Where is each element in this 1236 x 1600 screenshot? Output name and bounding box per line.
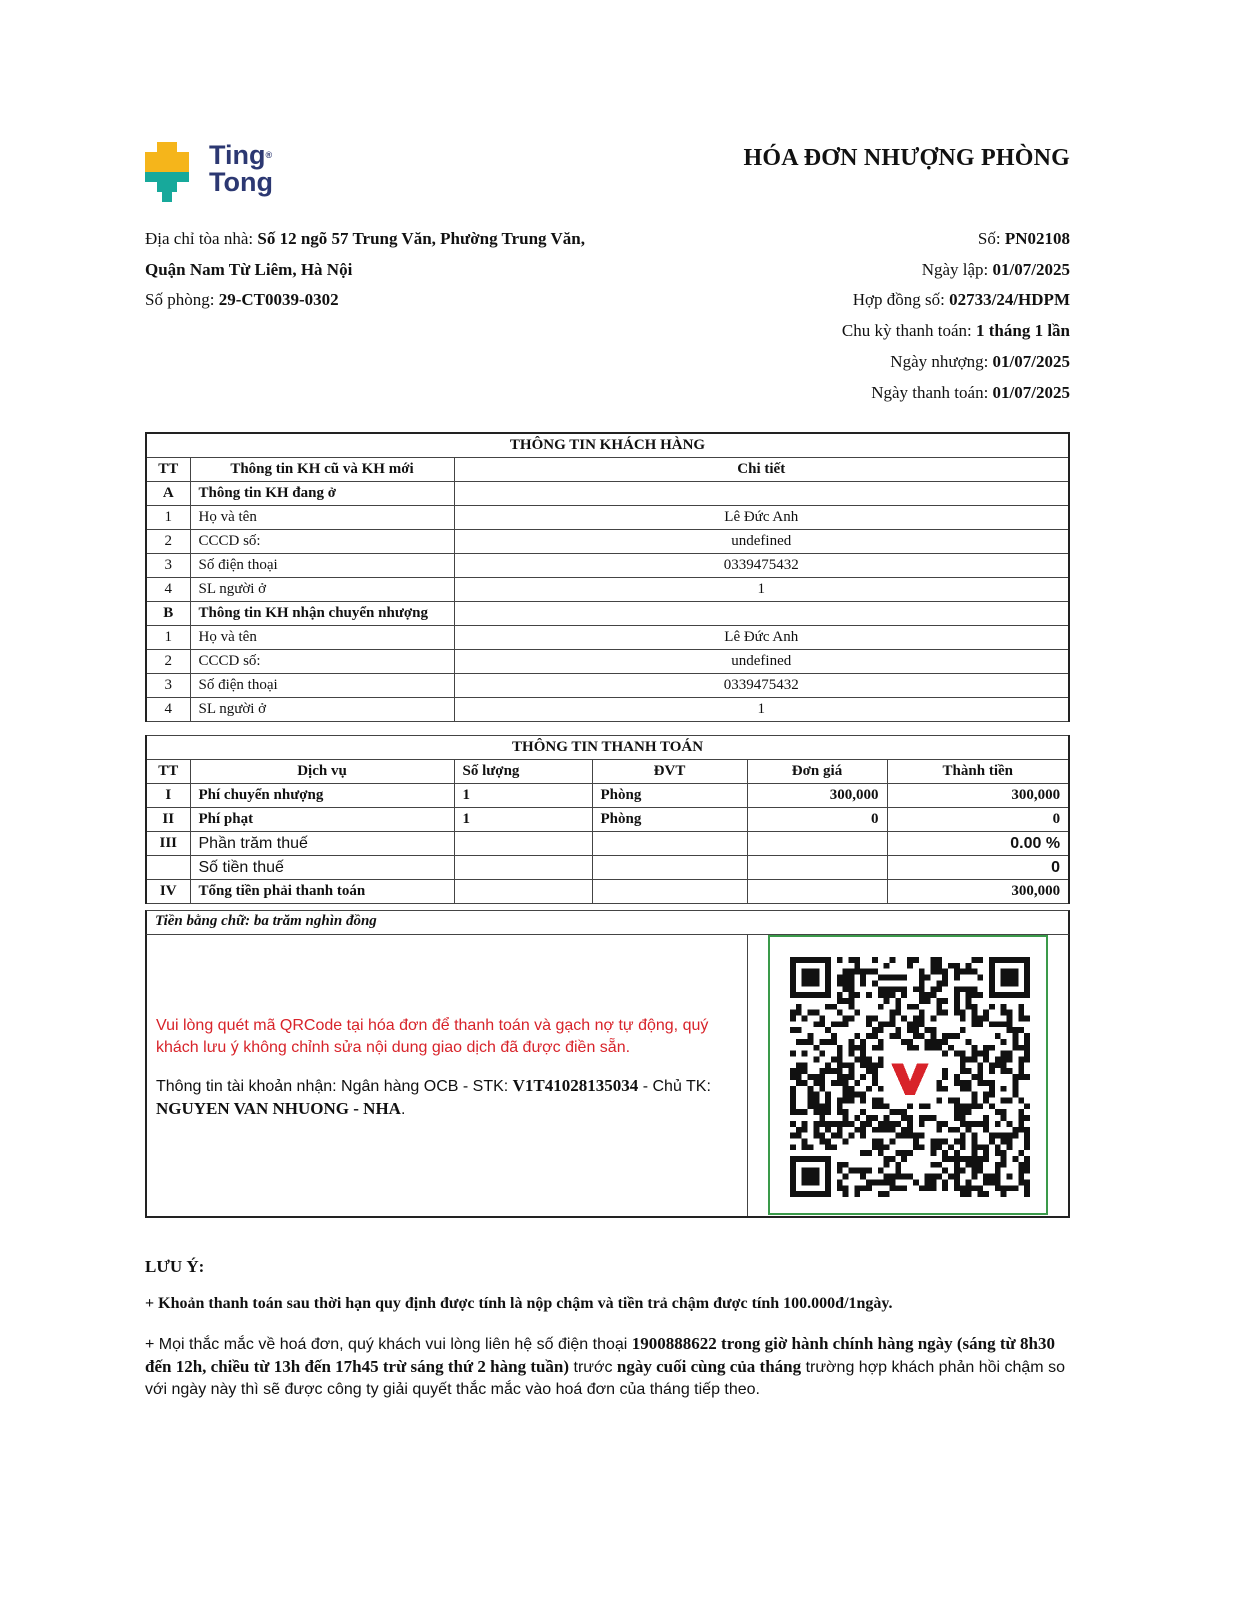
row-index: 2 — [146, 649, 190, 673]
row-index: 1 — [146, 625, 190, 649]
room-line — [145, 290, 339, 310]
account-mid: - Chủ TK: — [638, 1078, 711, 1095]
row-index: III — [146, 832, 190, 856]
section-divider — [747, 935, 748, 1216]
total-label: Tổng tiền phải thanh toán — [190, 880, 454, 904]
issue-date-line — [922, 260, 1070, 280]
account-suffix: . — [400, 1101, 406, 1118]
payment-info-table — [145, 735, 1070, 904]
payment-date-line — [871, 383, 1070, 403]
contact-note-part3: trước — [569, 1359, 617, 1376]
tax-amount-value: 0 — [887, 856, 1069, 880]
row-price: 0 — [747, 808, 887, 832]
empty-cell — [454, 880, 592, 904]
tax-percent-value: 0.00 % — [887, 832, 1069, 856]
group-empty — [454, 601, 1069, 625]
payment-qr-code — [768, 935, 1048, 1215]
account-holder: NGUYEN VAN NHUONG - NHA — [156, 1099, 401, 1118]
row-index: 3 — [146, 553, 190, 577]
address-line — [145, 229, 585, 249]
col-header-price: Đơn giá — [747, 760, 887, 784]
row-index: 4 — [146, 697, 190, 721]
row-value: undefined — [454, 529, 1069, 553]
table-row — [146, 529, 1069, 553]
total-value: 300,000 — [887, 880, 1069, 904]
transfer-date-line — [890, 352, 1070, 372]
tax-percent-label: Phần trăm thuế — [190, 832, 454, 856]
empty-cell — [747, 880, 887, 904]
issue-date-label: Ngày lập: — [921, 260, 993, 279]
contact-note-deadline: ngày cuối cùng của tháng — [616, 1357, 802, 1376]
contact-note-part1: + Mọi thắc mắc về hoá đơn, quý khách vui lòng liên hệ số điện thoại — [145, 1336, 632, 1353]
address-value-line1: Số 12 ngõ 57 Trung Văn, Phường Trung Văn, — [257, 229, 585, 248]
table-row — [146, 673, 1069, 697]
group-index: B — [146, 601, 190, 625]
invoice-number-value: PN02108 — [1004, 229, 1070, 248]
row-value: Lê Đức Anh — [454, 505, 1069, 529]
group-title: Thông tin KH nhận chuyển nhượng — [190, 601, 454, 625]
late-payment-note: + Khoản thanh toán sau thời hạn quy định được tính là nộp chậm và tiền trả chậm được tính 100.000đ/1ngày. — [145, 1295, 893, 1312]
row-unit: Phòng — [592, 808, 747, 832]
payment-date-label: Ngày thanh toán: — [871, 383, 993, 402]
room-value: 29-CT0039-0302 — [218, 290, 339, 309]
group-row — [146, 481, 1069, 505]
empty-cell — [747, 856, 887, 880]
row-amount: 300,000 — [887, 784, 1069, 808]
empty-cell — [146, 856, 190, 880]
row-index: 1 — [146, 505, 190, 529]
billing-cycle-line — [842, 321, 1070, 341]
table-row — [146, 784, 1069, 808]
row-service: Phí chuyển nhượng — [190, 784, 454, 808]
empty-cell — [592, 856, 747, 880]
row-value: undefined — [454, 649, 1069, 673]
row-value: Lê Đức Anh — [454, 625, 1069, 649]
group-title: Thông tin KH đang ở — [190, 481, 454, 505]
row-label: Họ và tên — [190, 505, 454, 529]
col-header-detail: Chi tiết — [454, 457, 1069, 481]
row-label: CCCD số: — [190, 649, 454, 673]
payment-date-value: 01/07/2025 — [992, 383, 1070, 402]
row-value: 0339475432 — [454, 673, 1069, 697]
row-qty: 1 — [454, 784, 592, 808]
row-label: SL người ở — [190, 577, 454, 601]
col-header-unit: ĐVT — [592, 760, 747, 784]
group-index: A — [146, 481, 190, 505]
logo-text-tong: Tong — [209, 167, 273, 197]
empty-cell — [454, 832, 592, 856]
contact-note-part5: trường hợp khách phản hồi chậm so với ngày này thì sẽ được công ty giải quyết thắc mắc vào hoá đơn của tháng tiếp theo. — [145, 1359, 1065, 1398]
tax-percent-row — [146, 832, 1069, 856]
empty-cell — [592, 880, 747, 904]
row-index: I — [146, 784, 190, 808]
row-label: Số điện thoại — [190, 553, 454, 577]
row-index: II — [146, 808, 190, 832]
row-index: IV — [146, 880, 190, 904]
billing-cycle-label: Chu kỳ thanh toán: — [841, 321, 976, 340]
group-row — [146, 601, 1069, 625]
table-row — [146, 577, 1069, 601]
address-label: Địa chỉ tòa nhà: — [145, 229, 258, 248]
table-row — [146, 553, 1069, 577]
qr-payment-note: Vui lòng quét mã QRCode tại hóa đơn để thanh toán và gạch nợ tự động, quý khách lưu ý không chỉnh sửa nội dung giao dịch đã được điền sẵn. — [156, 1017, 709, 1056]
col-header-index: TT — [146, 760, 190, 784]
row-value: 0339475432 — [454, 553, 1069, 577]
row-amount: 0 — [887, 808, 1069, 832]
empty-cell — [454, 856, 592, 880]
invoice-number-line — [978, 229, 1070, 249]
issue-date-value: 01/07/2025 — [992, 260, 1070, 279]
table-row — [146, 625, 1069, 649]
row-index: 2 — [146, 529, 190, 553]
row-value: 1 — [454, 697, 1069, 721]
payment-qr-section — [145, 935, 1070, 1218]
transfer-date-label: Ngày nhượng: — [890, 352, 993, 371]
col-header-service: Dịch vụ — [190, 760, 454, 784]
room-label: Số phòng: — [145, 290, 219, 309]
qr-code-icon — [790, 957, 1030, 1197]
invoice-number-label: Số: — [977, 229, 1005, 248]
row-label: Số điện thoại — [190, 673, 454, 697]
payment-section-title: THÔNG TIN THANH TOÁN — [146, 736, 1069, 760]
logo-registered: ® — [265, 150, 273, 160]
account-info — [156, 1075, 741, 1121]
contact-note — [145, 1333, 1075, 1401]
tax-amount-label: Số tiền thuế — [190, 856, 454, 880]
row-label: SL người ở — [190, 697, 454, 721]
col-header-info: Thông tin KH cũ và KH mới — [190, 457, 454, 481]
col-header-amount: Thành tiền — [887, 760, 1069, 784]
row-value: 1 — [454, 577, 1069, 601]
document-title: HÓA ĐƠN NHƯỢNG PHÒNG — [743, 145, 1070, 171]
billing-cycle-value: 1 tháng 1 lần — [976, 321, 1070, 340]
row-label: Họ và tên — [190, 625, 454, 649]
account-prefix: Thông tin tài khoản nhận: Ngân hàng OCB - STK: — [156, 1078, 513, 1095]
empty-cell — [747, 832, 887, 856]
contract-line — [853, 290, 1070, 310]
row-index: 4 — [146, 577, 190, 601]
tingtong-logo — [145, 142, 295, 204]
table-row — [146, 808, 1069, 832]
empty-cell — [592, 832, 747, 856]
logo-text-ting: Ting — [209, 140, 266, 170]
transfer-date-value: 01/07/2025 — [992, 352, 1070, 371]
row-index: 3 — [146, 673, 190, 697]
contract-label: Hợp đồng số: — [852, 290, 950, 309]
notes-title: LƯU Ý: — [145, 1257, 205, 1276]
row-unit: Phòng — [592, 784, 747, 808]
contract-value: 02733/24/HDPM — [949, 290, 1070, 309]
tax-amount-row — [146, 856, 1069, 880]
customer-section-title: THÔNG TIN KHÁCH HÀNG — [146, 433, 1069, 457]
row-service: Phí phạt — [190, 808, 454, 832]
table-row — [146, 697, 1069, 721]
total-row — [146, 880, 1069, 904]
col-header-index: TT — [146, 457, 190, 481]
group-empty — [454, 481, 1069, 505]
col-header-qty: Số lượng — [454, 760, 592, 784]
customer-info-table — [145, 432, 1070, 722]
table-row — [146, 505, 1069, 529]
row-label: CCCD số: — [190, 529, 454, 553]
amount-in-words: Tiền bằng chữ: ba trăm nghìn đồng — [145, 910, 1070, 935]
account-number: V1T41028135034 — [512, 1076, 639, 1095]
contact-note-hotline: 1900888622 trong giờ hành chính hàng ngày (sáng từ 8h30 đến 12h, chiều từ 13h đến 17h45 trừ sáng thứ 2 hàng tuần) — [145, 1334, 1055, 1376]
row-qty: 1 — [454, 808, 592, 832]
row-price: 300,000 — [747, 784, 887, 808]
table-row — [146, 649, 1069, 673]
address-value-line2: Quận Nam Từ Liêm, Hà Nội — [145, 260, 353, 279]
